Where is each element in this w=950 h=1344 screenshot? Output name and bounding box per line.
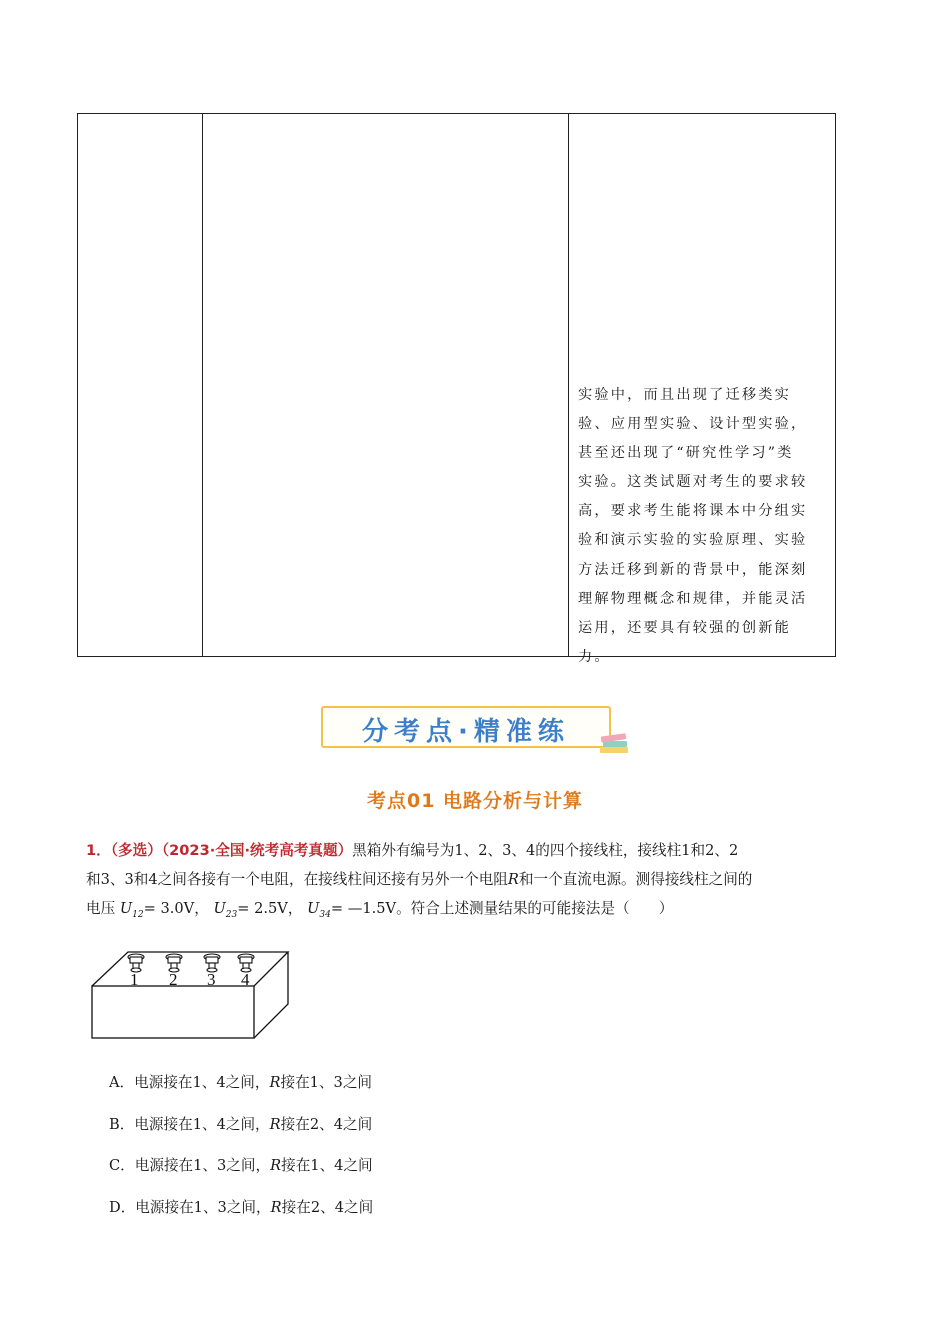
table-column-divider xyxy=(568,114,569,656)
voltage-symbol: U xyxy=(213,900,226,917)
question-text: 电压 xyxy=(86,900,116,917)
option-text: 电源接在1、4之间， xyxy=(134,1074,270,1091)
section-title: 考点01 电路分析与计算 xyxy=(366,790,584,812)
option-a[interactable] xyxy=(109,1073,372,1093)
question-tag: （多选）（2023·全国·统考高考真题） xyxy=(110,842,353,859)
text-line: 验和演示实验的实验原理、实验 xyxy=(578,532,808,549)
text-line: 理解物理概念和规律，并能灵活 xyxy=(578,590,808,607)
option-letter: A． xyxy=(109,1074,135,1091)
text-line: 实验。这类试题对考生的要求较 xyxy=(578,474,808,491)
option-text: 电源接在1、3之间， xyxy=(135,1199,271,1216)
section-banner xyxy=(321,706,611,748)
resistor-symbol: R xyxy=(269,1074,281,1091)
resistor-symbol: R xyxy=(270,1199,282,1216)
option-b[interactable] xyxy=(109,1115,372,1135)
option-text: 接在2、4之间 xyxy=(281,1199,374,1216)
voltage-subscript: 34 xyxy=(319,909,331,920)
option-letter: D． xyxy=(109,1199,136,1216)
question-text: 黑箱外有编号为1、2、3、4的四个接线柱，接线柱1和2、2 xyxy=(352,842,739,859)
option-text: 接在1、3之间 xyxy=(280,1074,373,1091)
option-d[interactable] xyxy=(109,1198,373,1218)
terminal-label: 3 xyxy=(207,970,216,989)
text-line: 运用，还要具有较强的创新能 xyxy=(578,619,792,636)
resistor-symbol: R xyxy=(507,871,519,888)
question-line xyxy=(86,836,866,865)
question-stem xyxy=(86,836,866,930)
voltage-symbol: U xyxy=(119,900,133,917)
option-c[interactable] xyxy=(109,1156,373,1176)
text-line: 甚至还出现了“研究性学习”类 xyxy=(578,445,794,462)
voltage-value: = 2.5V， xyxy=(237,900,303,917)
resistor-symbol: R xyxy=(269,1116,281,1133)
voltage-value: = —1.5V。符合上述测量结果的可能接法是（ ） xyxy=(330,900,674,917)
question-line xyxy=(86,894,866,930)
terminal-label: 1 xyxy=(130,970,139,989)
option-text: 电源接在1、4之间， xyxy=(134,1116,270,1133)
text-line: 验、应用型实验、设计型实验， xyxy=(578,416,808,433)
option-text: 接在2、4之间 xyxy=(280,1116,373,1133)
voltage-value: = 3.0V， xyxy=(143,900,209,917)
voltage-symbol: U xyxy=(307,900,320,917)
table-cell-text xyxy=(578,381,830,672)
option-text: 电源接在1、3之间， xyxy=(134,1157,271,1174)
question-text: 和一个直流电源。测得接线柱之间的 xyxy=(518,871,753,888)
black-box-diagram xyxy=(88,948,293,1040)
table-column-divider xyxy=(202,114,203,656)
voltage-subscript: 12 xyxy=(132,909,144,920)
option-letter: B． xyxy=(109,1116,135,1133)
banner-title: 分考点·精准练 xyxy=(362,717,570,747)
voltage-subscript: 23 xyxy=(225,909,238,920)
terminal-label: 2 xyxy=(169,970,178,989)
option-text: 接在1、4之间 xyxy=(281,1157,373,1174)
question-number: 1． xyxy=(86,842,111,859)
option-letter: C． xyxy=(109,1157,135,1174)
terminal-label: 4 xyxy=(241,970,250,989)
question-line xyxy=(86,865,866,894)
books-icon xyxy=(598,733,632,755)
resistor-symbol: R xyxy=(270,1157,282,1174)
text-line: 高，要求考生能将课本中分组实 xyxy=(578,503,808,520)
text-line: 力。 xyxy=(578,648,611,665)
question-text: 和3、3和4之间各接有一个电阻，在接线柱间还接有另外一个电阻 xyxy=(86,871,508,888)
text-line: 方法迁移到新的背景中，能深刻 xyxy=(578,561,808,578)
text-line: 实验中，而且出现了迁移类实 xyxy=(578,387,792,403)
